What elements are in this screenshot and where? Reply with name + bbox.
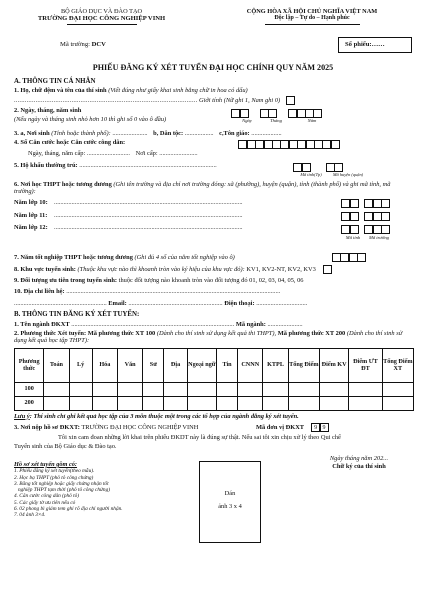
- q9-row: [14, 277, 412, 285]
- dossier-item: 3. Bằng tốt nghiệp hoặc giấy chứng nhận tốt: [14, 480, 109, 487]
- score-header-cell: Sử: [143, 348, 164, 382]
- q1-label: 1. Họ, chữ đệm và tên của thí sinh: [14, 87, 107, 95]
- residence-field[interactable]: ......................................................................................: [79, 162, 217, 170]
- q3-label: 3. a, Nơi sinh: [14, 129, 50, 137]
- residence-district-boxes[interactable]: [326, 163, 343, 172]
- graduation-year-boxes[interactable]: [332, 253, 366, 262]
- q2-hint: (Nếu ngày và tháng sinh nhỏ hơn 10 thì ghi số 0 vào ô đầu): [14, 116, 167, 124]
- university-name: TRƯỜNG ĐẠI HỌC CÔNG NGHIỆP VINH: [37, 15, 166, 23]
- q7-row: [14, 253, 412, 262]
- email-label: Email:: [108, 299, 127, 307]
- score-input-cell[interactable]: [216, 396, 237, 410]
- score-input-cell[interactable]: [69, 396, 92, 410]
- birth-day-boxes[interactable]: [232, 109, 249, 118]
- birth-month-boxes[interactable]: [260, 109, 277, 118]
- ethnic-field[interactable]: ..................: [184, 129, 214, 137]
- full-name-field[interactable]: ......................................................................................................: [14, 97, 198, 105]
- b3-place: TRƯỜNG ĐẠI HỌC CÔNG NGHIỆP VINH: [81, 424, 199, 432]
- photo-label-2: ảnh 3 x 4: [218, 503, 242, 511]
- b2-hint1: (Dành cho thí sinh sử dụng kết quả thi THPT),: [156, 329, 277, 337]
- major-code-field[interactable]: ......................: [267, 320, 303, 328]
- school-code-label: Mã trường:: [60, 41, 90, 49]
- signature-date[interactable]: Ngày tháng năm 202...: [329, 454, 389, 462]
- residence-district-caption: Mã huyện (quận): [332, 172, 364, 178]
- q5-row: [14, 162, 412, 179]
- issue-place-label: Nơi cấp:: [135, 150, 158, 158]
- national-motto: Độc lập – Tự do – Hạnh phúc: [274, 15, 350, 22]
- q8-label: 8. Khu vực tuyển sinh:: [14, 265, 76, 273]
- photo-label-1: Dán: [224, 489, 236, 497]
- score-input-cell[interactable]: [164, 396, 187, 410]
- q6-province-caption: Mã tỉnh: [345, 234, 361, 240]
- score-input-cell[interactable]: [164, 382, 187, 396]
- address-field[interactable]: ......................................................................................................................................: [66, 288, 281, 296]
- q3-row: [14, 130, 412, 138]
- q4-issue-row: [14, 150, 412, 158]
- day-caption: Ngày: [242, 117, 252, 123]
- q7-hint: (Ghi đủ 4 số của năm tốt nghiệp vào ô): [134, 253, 235, 261]
- address-field-2[interactable]: ..........................................................: [14, 299, 107, 307]
- score-input-cell[interactable]: [263, 382, 288, 396]
- commitment-line-1: Tôi xin cam đoan những lời khai trên phiếu ĐKDT này là đúng sự thật. Nếu sai tôi xin chịu xử lý theo Qui chế: [58, 434, 341, 442]
- score-input-cell[interactable]: [44, 396, 69, 410]
- year11-field[interactable]: ......................................................................................................................: [54, 211, 243, 219]
- q8-hint: (Thuộc khu vực nào thì khoanh tròn vào ký hiệu của khu vực đó):: [77, 265, 245, 273]
- score-header-cell: Điểm ƯT ĐT: [349, 348, 382, 382]
- q2-label: 2. Ngày, tháng, năm sinh: [14, 106, 82, 114]
- header-divider: [67, 24, 137, 25]
- dossier-heading: Hồ sơ xét tuyển gồm có:: [14, 460, 78, 468]
- score-input-cell[interactable]: [187, 396, 216, 410]
- score-header-cell: Hóa: [92, 348, 117, 382]
- national-motto-block: [212, 8, 412, 25]
- score-input-cell[interactable]: [288, 396, 319, 410]
- score-header-cell: Điểm KV: [319, 348, 348, 382]
- score-header-cell: Lý: [69, 348, 92, 382]
- birthdate-boxes: [232, 109, 334, 123]
- q10-label: 10. Địa chỉ liên hệ:: [14, 288, 65, 296]
- q1-row: [14, 87, 412, 95]
- motto-divider: [265, 24, 360, 25]
- residence-province-boxes[interactable]: [294, 163, 311, 172]
- issue-place-field[interactable]: ........................: [159, 150, 198, 158]
- method-code-cell: 100: [15, 382, 44, 396]
- dossier-item: nghiệp THPT tạm thời (phô tô công chứng): [18, 487, 110, 493]
- dossier-item: 5. Các giấy tờ ưu tiên nếu có: [14, 499, 76, 506]
- section-a-heading: A. THÔNG TIN CÁ NHÂN: [14, 77, 96, 85]
- q7-label: 7. Năm tốt nghiệp THPT hoặc tương đương: [14, 253, 133, 261]
- q10-row: [14, 288, 412, 296]
- form-number-box[interactable]: Số phiếu:……: [338, 37, 412, 53]
- q6-years: [14, 199, 412, 251]
- score-row-100: [15, 382, 414, 396]
- bottom-area: [14, 455, 412, 545]
- score-input-cell[interactable]: [143, 382, 164, 396]
- score-input-cell[interactable]: [319, 396, 348, 410]
- major-code-label: Mã ngành:: [235, 320, 266, 328]
- q8-row: [14, 265, 412, 274]
- form-title: PHIẾU ĐĂNG KÝ XÉT TUYỂN ĐẠI HỌC CHÍNH QUY NĂM 2025: [92, 62, 334, 72]
- country-name: CỘNG HÒA XÃ HỘI CHỦ NGHĨA VIỆT NAM: [246, 8, 378, 15]
- ministry-name: BỘ GIÁO DỤC VÀ ĐÀO TẠO: [60, 8, 143, 15]
- b3-label: 3. Nơi nộp hồ sơ ĐKXT:: [14, 424, 80, 432]
- score-input-cell[interactable]: [238, 382, 263, 396]
- b2-row: [14, 330, 412, 345]
- school-code: [60, 41, 106, 49]
- year12-label: Năm lớp 12:: [14, 224, 48, 232]
- q2-row: [14, 107, 412, 128]
- unit-code-digit: 9: [320, 423, 329, 432]
- commitment-line-2: Tuyển sinh của Bộ Giáo dục & Đào tạo.: [14, 443, 117, 451]
- signature-label: Chữ ký của thí sinh: [332, 463, 386, 471]
- religion-label: c,Tôn giáo:: [219, 129, 250, 137]
- score-input-cell[interactable]: [118, 382, 143, 396]
- q5-label: 5. Hộ khẩu thường trú:: [14, 162, 78, 170]
- score-table: [14, 348, 414, 411]
- score-input-cell[interactable]: [263, 396, 288, 410]
- dossier-item: 4. Căn cước công dân (phô tô): [14, 493, 80, 500]
- q6-hint: (Ghi tên trường và địa chỉ nơi trường đóng: xã (phường), huyện (quận), tỉnh (thành phố) và ghi mã tỉnh, mã trường):: [14, 180, 391, 196]
- dossier-item: 6. 02 phong bì giám tem ghi rõ địa chỉ người nhận.: [14, 505, 123, 512]
- photo-box[interactable]: [199, 461, 261, 543]
- q6-label: 6. Nơi học THPT hoặc tương đương: [14, 180, 112, 188]
- year12-field[interactable]: ......................................................................................................................: [54, 224, 243, 232]
- q9-label: 9. Đối tượng ưu tiên trong tuyển sinh:: [14, 276, 118, 284]
- note-text: : Thí sinh chỉ ghi kết quả học tập của 3 môn thuộc một trong các tổ hợp của ngành đăng ký xét tuyển.: [29, 412, 299, 420]
- religion-field[interactable]: ...................: [251, 129, 282, 137]
- score-input-cell[interactable]: [118, 396, 143, 410]
- school-code-value: DCV: [91, 41, 106, 49]
- year10-field[interactable]: ......................................................................................................................: [54, 198, 243, 206]
- q4-label: 4. Số Căn cước hoặc Căn cước công dân:: [14, 138, 126, 146]
- region-box[interactable]: [323, 265, 332, 274]
- signature-block: [304, 455, 414, 471]
- priority-options[interactable]: thuộc đối tượng nào khoanh tròn vào đối tượng đó 01, 02, 03, 04, 05, 06: [118, 276, 304, 284]
- b1-row: [14, 321, 412, 329]
- email-field[interactable]: ...........................................................: [128, 299, 223, 307]
- q6-school-caption: Mã trường: [369, 234, 389, 240]
- contact-row: [14, 300, 412, 308]
- birthplace-field[interactable]: ......................: [112, 129, 148, 137]
- form-header: [14, 8, 412, 25]
- phone-label: Điện thoại:: [224, 299, 255, 307]
- b1-label: 1. Tên ngành ĐKXT: [14, 320, 70, 328]
- year10-label: Năm lớp 10:: [14, 198, 48, 206]
- major-field[interactable]: ......................................................................................................: [71, 320, 235, 328]
- score-header-cell: Địa: [164, 348, 187, 382]
- score-table-header: [15, 348, 414, 382]
- score-header-cell: CNNN: [238, 348, 263, 382]
- birth-year-boxes[interactable]: [289, 109, 323, 118]
- unit-code-boxes: [312, 423, 329, 432]
- score-input-cell[interactable]: [382, 396, 413, 410]
- dossier-item: 2. Học bạ THPT (phô tô công chứng): [14, 474, 94, 481]
- b2-label: 2. Phương thức Xét tuyển: Mã phương thức XT 100: [14, 329, 156, 337]
- id-number-boxes[interactable]: [239, 140, 340, 149]
- score-header-cell: Toán: [44, 348, 69, 382]
- month-caption: Tháng: [270, 117, 282, 123]
- score-input-cell[interactable]: [69, 382, 92, 396]
- score-input-cell[interactable]: [319, 382, 348, 396]
- q6-row: [14, 181, 412, 196]
- score-input-cell[interactable]: [382, 382, 413, 396]
- score-input-cell[interactable]: [44, 382, 69, 396]
- dossier-item: 7. 04 ảnh 3×4.: [14, 512, 46, 518]
- score-input-cell[interactable]: [187, 382, 216, 396]
- score-header-cell: Tổng Điểm XT: [382, 348, 413, 382]
- q1-answer-row: [14, 96, 412, 105]
- phone-field[interactable]: ................................: [256, 299, 308, 307]
- score-header-cell: Văn: [118, 348, 143, 382]
- region-options[interactable]: KV1, KV2-NT, KV2, KV3: [246, 265, 316, 273]
- score-input-cell[interactable]: [349, 396, 382, 410]
- score-header-cell: Tổng Điểm: [288, 348, 319, 382]
- score-input-cell[interactable]: [143, 396, 164, 410]
- score-row-200: [15, 396, 414, 410]
- b3-row: [14, 423, 412, 432]
- score-header-cell: Phương thức: [15, 348, 44, 382]
- school-code-grid[interactable]: [342, 199, 394, 240]
- issue-date-field[interactable]: ...........................: [86, 150, 131, 158]
- section-b-heading: B. THÔNG TIN ĐĂNG KÝ XÉT TUYỂN:: [14, 311, 140, 319]
- q1-hint: (Viết đúng như giấy khai sinh bằng chữ in hoa có dấu): [108, 87, 248, 95]
- b2-label2: Mã phương thức XT 200: [277, 329, 346, 337]
- issue-date-label: Ngày, tháng, năm cấp:: [28, 150, 86, 158]
- note-label: Lưu ý: [14, 412, 30, 420]
- score-input-cell[interactable]: [238, 396, 263, 410]
- score-header-cell: Ngoại ngữ: [187, 348, 216, 382]
- residence-province-caption: Mã tỉnh(Tp): [300, 172, 322, 178]
- q3-hint: (Tỉnh hoặc thành phố):: [51, 129, 111, 137]
- b2-hint2: (Dành cho thí sinh sử dụng kết quả học tập THPT):: [14, 329, 403, 345]
- score-input-cell[interactable]: [92, 382, 117, 396]
- ministry-block: [14, 8, 189, 25]
- year-caption: Năm: [307, 117, 317, 123]
- gender-box[interactable]: [286, 96, 295, 105]
- residence-code-boxes: [294, 163, 368, 177]
- score-header-cell: Tin: [216, 348, 237, 382]
- score-input-cell[interactable]: [92, 396, 117, 410]
- note-row: [14, 413, 412, 421]
- score-input-cell[interactable]: [349, 382, 382, 396]
- dossier-list: [14, 461, 184, 518]
- unit-code-label: Mã đơn vị ĐKXT: [255, 424, 305, 432]
- score-input-cell[interactable]: [216, 382, 237, 396]
- q4-row: [14, 139, 412, 161]
- dossier-item: 1. Phiếu đăng ký xét tuyển(theo mẫu).: [14, 468, 95, 475]
- score-header-cell: KTPL: [263, 348, 288, 382]
- gender-hint: Giới tính (Nữ ghi 1, Nam ghi 0): [198, 97, 281, 105]
- score-input-cell[interactable]: [288, 382, 319, 396]
- method-code-cell: 200: [15, 396, 44, 410]
- year11-label: Năm lớp 11:: [14, 211, 48, 219]
- unit-code-digit: 9: [311, 423, 320, 432]
- ethnic-label: b, Dân tộc:: [153, 129, 184, 137]
